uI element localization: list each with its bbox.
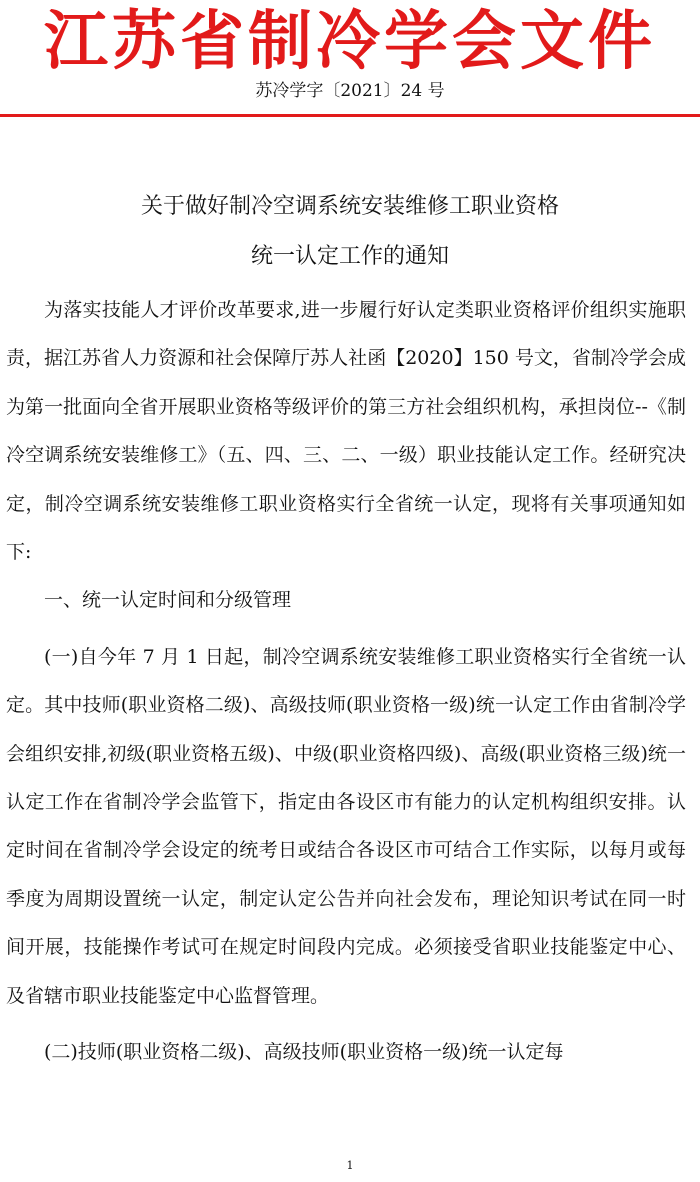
document-header-title: 江苏省制冷学会文件 — [44, 5, 656, 79]
notice-title-line-1: 关于做好制冷空调系统安装维修工职业资格 — [140, 194, 559, 219]
paragraph-intro: 为落实技能人才评价改革要求,进一步履行好认定类职业资格评价组织实施职责，据江苏省人力资源和社会保障厅苏人社函【2020】150 号文，省制冷学会成为第一批面向全省开展职业资格等级评价的第三方社会组织机构，承担岗位--《制冷空调系统安装维修工》（五、四、三、二、一级）职业技能认定工作。经研究决定，制冷空调系统安装维修工职业资格实行全省统一认定，现将有关事项通知如下: — [6, 299, 686, 564]
notice-body — [6, 286, 686, 1077]
notice-title-line-2: 统一认定工作的通知 — [250, 244, 449, 269]
red-header-divider — [0, 114, 700, 117]
page-number: 1 — [346, 1159, 354, 1172]
paragraph-item-1: (一)自今年 7 月 1 日起，制冷空调系统安装维修工职业资格实行全省统一认定。其中技师(职业资格二级)、高级技师(职业资格一级)统一认定工作由省制冷学会组织安排,初级(职业资格五级)、中级(职业资格四级)、高级(职业资格三级)统一认定工作在省制冷学会监管下，指定由各设区市有能力的认定机构组织安排。认定时间在省制冷学会设定的统考日或结合各设区市可结合工作实际，以每月或每季度为周期设置统一认定，制定认定公告并向社会发布，理论知识考试在同一时间开展，技能操作考试可在规定时间段内完成。必须接受省职业技能鉴定中心、及省辖市职业技能鉴定中心监督管理。 — [6, 645, 686, 1007]
paragraph-item-2: (二)技师(职业资格二级)、高级技师(职业资格一级)统一认定每 — [44, 1041, 564, 1064]
section-heading-1: 一、统一认定时间和分级管理 — [44, 589, 292, 612]
document-number: 苏冷学字〔2021〕24 号 — [255, 81, 445, 101]
